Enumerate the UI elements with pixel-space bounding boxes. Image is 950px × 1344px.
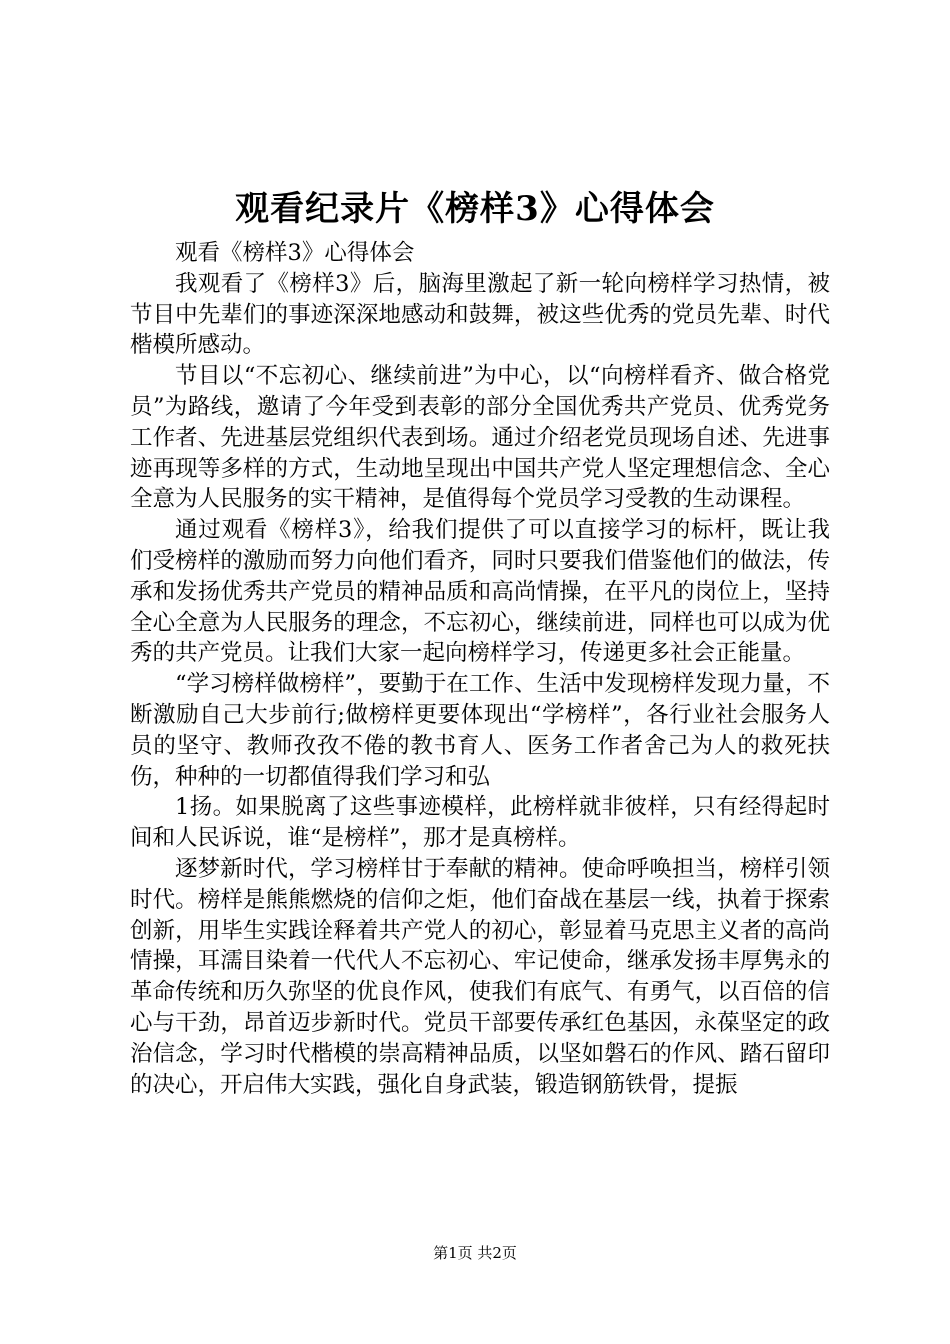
paragraph: 通过观看《榜样3》，给我们提供了可以直接学习的标杆，既让我们受榜样的激励而努力向他们看齐，同时只要我们借鉴他们的做法，传承和发扬优秀共产党员的精神品质和高尚情操，在平凡的岗位上，坚持全心全意为人民服务的理念，不忘初心，继续前进，同样也可以成为优秀的共产党员。让我们大家一起向榜样学习，传递更多社会正能量。 — [130, 517, 830, 667]
paragraph: “学习榜样做榜样”，要勤于在工作、生活中发现榜样发现力量，不断激励自己大步前行;做榜样更要体现出“学榜样”，各行业社会服务人员的坚守、教师孜孜不倦的教书育人、医务工作者舍己为人的救死扶伤，种种的一切都值得我们学习和弘 — [130, 671, 830, 790]
paragraph: 节目以“不忘初心、继续前进”为中心，以“向榜样看齐、做合格党员”为路线，邀请了今年受到表彰的部分全国优秀共产党员、优秀党务工作者、先进基层党组织代表到场。通过介绍老党员现场自述、先进事迹再现等多样的方式，生动地呈现出中国共产党人坚定理想信念、全心全意为人民服务的实干精神，是值得每个党员学习受教的生动课程。 — [130, 363, 830, 513]
page-number-footer: 第1页 共2页 — [433, 1244, 517, 1262]
document-subtitle: 观看《榜样3》心得体会 — [175, 240, 415, 266]
paragraph: 我观看了《榜样3》后，脑海里激起了新一轮向榜样学习热情，被节目中先辈们的事迹深深地感动和鼓舞，被这些优秀的党员先辈、时代楷模所感动。 — [130, 270, 830, 359]
paragraph: 1扬。如果脱离了这些事迹模样，此榜样就非彼样，只有经得起时间和人民诉说，谁“是榜样”，那才是真榜样。 — [130, 794, 830, 852]
paragraph: 逐梦新时代，学习榜样甘于奉献的精神。使命呼唤担当，榜样引领时代。榜样是熊熊燃烧的信仰之炬，他们奋战在基层一线，执着于探索创新，用毕生实践诠释着共产党人的初心，彰显着马克思主义者的高尚情操，耳濡目染着一代代人不忘初心、牢记使命，继承发扬丰厚隽永的革命传统和历久弥坚的优良作风，使我们有底气、有勇气，以百倍的信心与干劲，昂首迈步新时代。党员干部要传承红色基因，永葆坚定的政治信念，学习时代楷模的崇高精神品质，以坚如磐石的作风、踏石留印的决心，开启伟大实践，强化自身武装，锻造钢筋铁骨，提振 — [130, 855, 830, 1098]
page-title: 观看纪录片《榜样3》心得体会 — [235, 189, 715, 229]
document-body — [130, 238, 830, 1100]
